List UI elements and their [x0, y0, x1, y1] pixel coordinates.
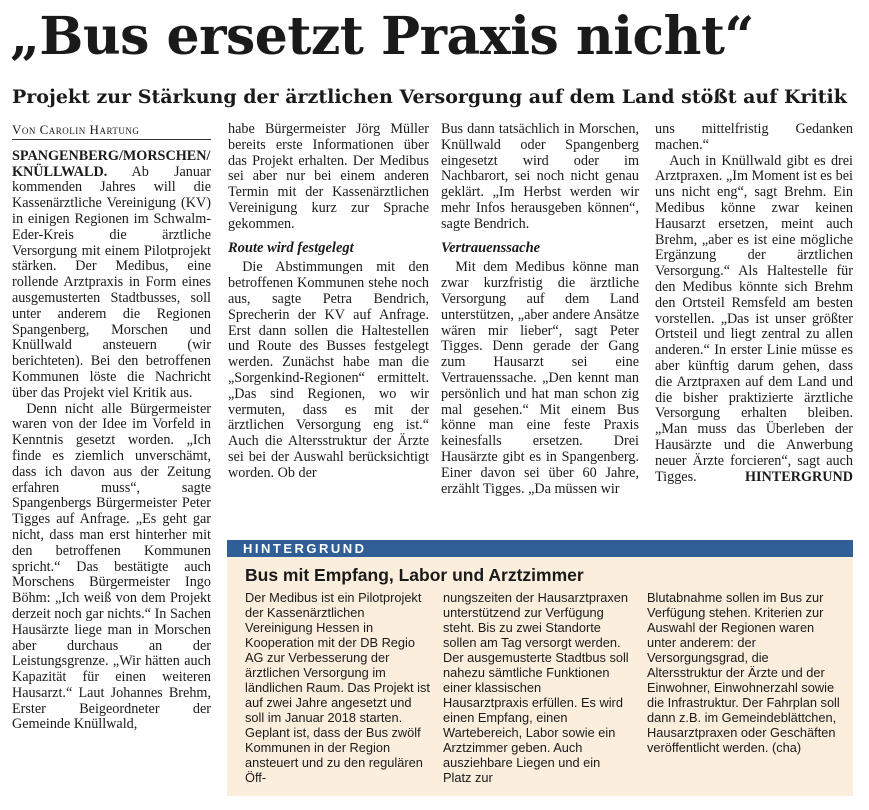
section-reference-tag: HINTERGRUND: [745, 468, 853, 485]
headline: „Bus ersetzt Praxis nicht“: [10, 6, 754, 67]
section-subtitle: Route wird festgelegt: [228, 239, 354, 256]
paragraph: Mit dem Medibus könne man zwar kurzfristig die ärztliche Versorgung auf dem Land unterstützen, „aber andere Ansätze wären mir lieber“, sagt Peter Tigges. Denn gerade der Gang zum Hausarzt sei eine Vertrauenssache. „Den kennt man persönlich und hat man schon zig mal gesehen.“ Mit einem Bus könne man eine feste Praxis keinesfalls ersetzen. Drei Hausärzte gibt es in Spangenberg. Einer davon sei über 60 Jahre, erzählt Tigges. „Da müssen wir: [441, 259, 639, 497]
byline: Von Carolin Hartung: [12, 122, 211, 140]
paragraph-text: Auch in Knüllwald gibt es drei Arztpraxen. „Im Moment ist es bei uns nicht eng“, sagt Brehm. Ein Medibus könne zwar keinen Hausarzt ersetzen, meint auch Brehm, „aber es ist eine mögliche Ergänzung der ärztlichen Versorgung.“ Als Haltestelle für den Medibus könnte sich Brehm den Ortsteil Remsfeld am besten vorstellen. „Das ist unser größter Ortsteil und liegt zentral zu allen anderen.“ In erster Linie müsse es aber künftig darum gehen, dass die Arztpraxen auf dem Land und die bisher praktizierte ärztliche Versorgung erhalten bleiben. „Man muss das Überleben der Hausärzte und die Anwerbung neuer Ärzte forcieren“, sagt auch Tigges.: [655, 152, 853, 485]
box-column-3: [647, 590, 843, 755]
box-paragraph: nungszeiten der Hausarztpraxen unterstützend zur Verfügung steht. Bis zu zwei Standorte sollen am Tag versorgt werden. Der ausgemusterte Stadtbus soll nahezu sämtliche Funktionen einer klassischen Hausarztpraxis erfüllen. Es wird einen Empfang, einen Wartebereich, Labor sowie ein Arztzimmer geben. Auch ausziehbare Liegen und ein Platz zur: [443, 590, 629, 785]
box-column-1: [245, 590, 431, 785]
box-column-2: [443, 590, 629, 785]
paragraph: Denn nicht alle Bürgermeister waren von der Idee im Vorfeld in Kenntnis gesetzt worden. „Ich finde es ziemlich unverschämt, dass ich davon aus der Zeitung erfahren muss“, sagte Spangenbergs Bürgermeister Peter Tigges auf Anfrage. „Es geht gar nicht, dass man erst hinterher mit den betroffenen Kommunen spricht.“ Das bestätigte auch Morschens Bürgermeister Ingo Böhm: „Ich weiß von dem Projekt derzeit noch gar nichts.“ In Sachen Hausärzte liege man in Morschen aber durchaus an der Leistungsgrenze. „Wir hätten auch Kapazität für einen weiteren Hausarzt.“ Laut Johannes Brehm, Erster Beigeordneter der Gemeinde Knüllwald,: [12, 400, 211, 733]
subheadline: Projekt zur Stärkung der ärztlichen Versorgung auf dem Land stößt auf Kritik: [12, 86, 847, 108]
paragraph: habe Bürgermeister Jörg Müller bereits erste Informationen über das Projekt erhalten. Der Medibus sei aber nur bei einem anderen Termin mit der Kassenärztlichen Vereinigung kurz zur Sprache gekommen.: [228, 121, 429, 232]
dateline: SPANGENBERG/MORSCHEN/ KNÜLLWALD.: [12, 147, 211, 180]
article-column-3: [441, 122, 639, 497]
box-paragraph: Der Medibus ist ein Pilotprojekt der Kassenärztlichen Vereinigung Hessen in Kooperation mit der DB Regio AG zur Verbesserung der ärztlichen Versorgung im ländlichen Raum. Das Projekt ist auf zwei Jahre angesetzt und soll im Januar 2018 starten. Geplant ist, dass der Bus zwölf Kommunen in der Region ansteuert und zu den regulären Öff-: [245, 590, 430, 785]
paragraph: Bus dann tatsächlich in Morschen, Knüllwald oder Spangenberg eingesetzt wird oder im Nachbarort, sei noch nicht genau geklärt. „Im Herbst werden wir mehr Infos herausgeben können“, sagte Bendrich.: [441, 121, 639, 232]
section-subtitle: Vertrauenssache: [441, 239, 541, 256]
box-paragraph: Blutabnahme sollen im Bus zur Verfügung stehen. Kriterien zur Auswahl der Regionen waren unter anderem: der Versorgungsgrad, die Altersstruktur der Ärzte und der Einwohner, Einwohnerzahl sowie die Infrastruktur. Der Fahrplan soll dann z.B. im Gemeindeblättchen, Hausarztpraxen oder Geschäften veröffentlicht werden. (cha): [647, 590, 840, 755]
box-title: Bus mit Empfang, Labor und Arztzimmer: [245, 565, 584, 585]
box-label: HINTERGRUND: [227, 540, 853, 557]
paragraph: uns mittelfristig Gedanken machen.“: [655, 121, 853, 153]
article-column-2: [228, 122, 429, 482]
paragraph: [655, 154, 853, 486]
paragraph: Die Abstimmungen mit den betroffenen Kommunen stehe noch aus, sagte Petra Bendrich, Sprecherin der KV auf Anfrage. Erst dann sollen die Haltestellen und Route des Busses festgelegt werden. Zunächst habe man die „Sorgenkind-Regionen“ ermittelt. „Das sind Regionen, wo wir vermuten, dass es mit der ärztlichen Versorgung eng ist.“ Auch die Altersstruktur der Ärzte sei bei der Auswahl berücksichtigt worden. Ob der: [228, 259, 429, 481]
article-column-1: [12, 122, 211, 733]
background-info-box: [227, 540, 853, 796]
article-column-4: [655, 122, 853, 485]
paragraph-text: Ab Januar kommenden Jahres will die Kassenärztliche Vereinigung (KV) in einigen Regionen im Schwalm-Eder-Kreis die ärztliche Versorgung mit einem Pilotprojekt stärken. Der Medibus, eine rollende Arztpraxis in Form eines ausgemusterten Stadtbusses, soll unter anderem die Regionen Spangenberg, Morschen und Knüllwald ansteuern (wir berichteten). Bei den betroffenen Kommunen löste die Nachricht über das Projekt viel Kritik aus.: [12, 163, 211, 401]
paragraph: [12, 149, 211, 402]
